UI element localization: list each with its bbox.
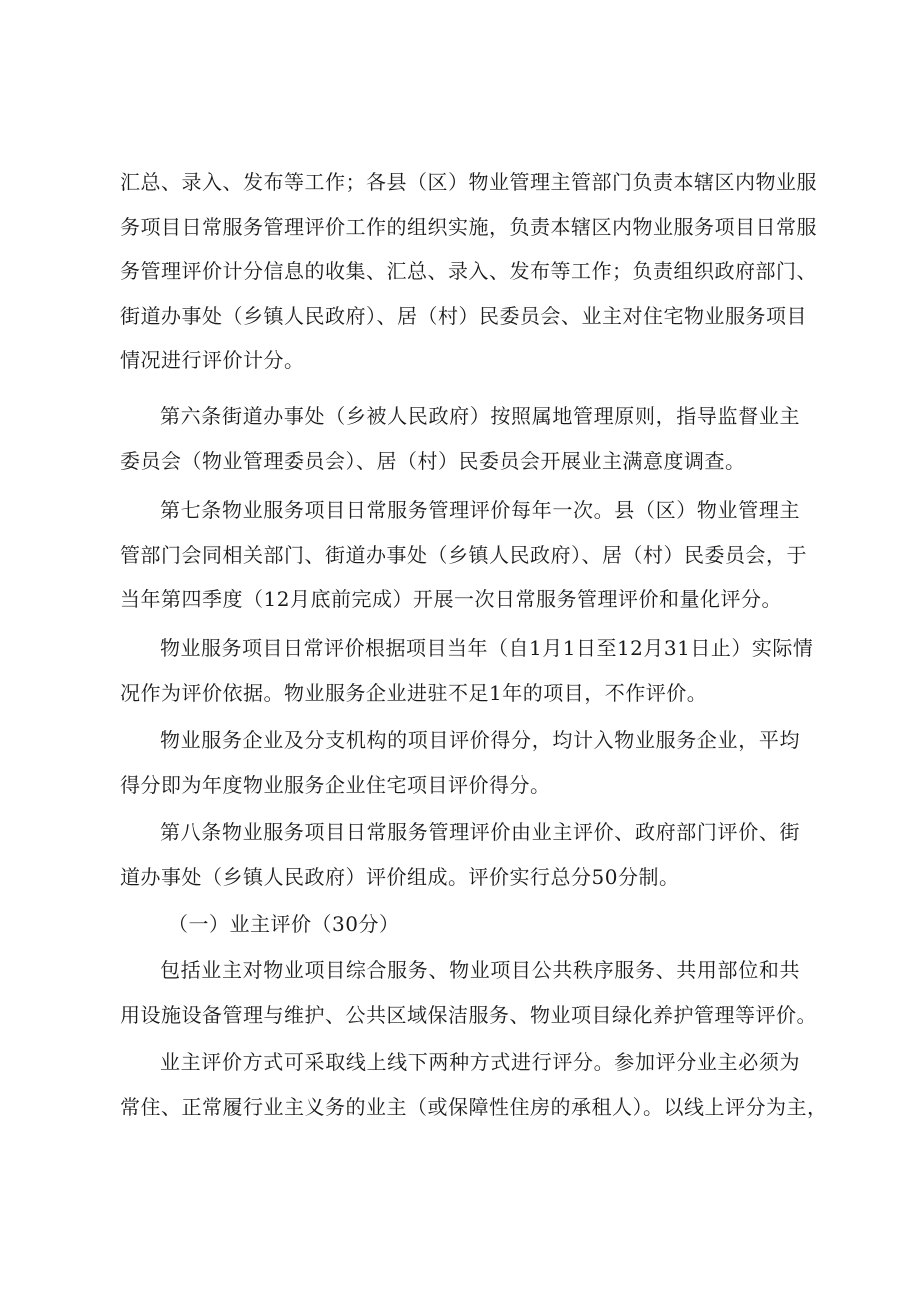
paragraph-line: 物业服务企业及分支机构的项目评价得分，均计入物业服务企业，平均 [160,728,800,752]
paragraph-line: 管部门会同相关部门、街道办事处（乡镇人民政府）、居（村）民委员会，于 [120,542,807,567]
paragraph-line: 委员会（物业管理委员会）、居（村）民委员会开展业主满意度调查。 [120,448,746,473]
paragraph-line: 道办事处（乡镇人民政府）评价组成。评价实行总分50分制。 [120,864,680,889]
paragraph-line: 第六条街道办事处（乡被人民政府）按照属地管理原则，指导监督业主 [160,404,800,428]
paragraph-line: 业主评价方式可采取线上线下两种方式进行评分。参加评分业主必须为 [160,1050,800,1074]
paragraph-line: 第八条物业服务项目日常服务管理评价由业主评价、政府部门评价、街 [160,820,800,844]
paragraph-line: 常住、正常履行业主义务的业主（或保障性住房的承租人）。以线上评分为主， [120,1094,828,1119]
paragraph-line: 第七条物业服务项目日常服务管理评价每年一次。县（区）物业管理主 [160,498,800,522]
paragraph-line: 况作为评价依据。物业服务企业进驻不足1年的项目，不作评价。 [120,680,708,705]
owner-evaluation-method-paragraph [120,1040,828,1129]
paragraph-line: 得分即为年度物业服务企业住宅项目评价得分。 [120,772,551,797]
article-7-paragraph [120,488,807,622]
evaluation-basis-paragraph [120,626,814,715]
paragraph-line: 包括业主对物业项目综合服务、物业项目公共秩序服务、共用部位和共 [160,958,800,982]
paragraph-line: 用设施设备管理与维护、公共区域保洁服务、物业项目绿化养护管理等评价。 [120,1002,817,1027]
paragraph-line: 务管理评价计分信息的收集、汇总、录入、发布等工作；负责组织政府部门、 [120,259,817,283]
article-8-paragraph [120,810,800,899]
section-heading-owner-evaluation: （一）业主评价（30分） [168,912,400,936]
branch-score-paragraph [120,718,800,807]
paragraph-line: 物业服务项目日常评价根据项目当年（自1月1日至12月31日止）实际情 [160,636,814,660]
paragraph-line: 当年第四季度（12月底前完成）开展一次日常服务管理评价和量化评分。 [120,587,782,611]
article-6-paragraph [120,394,800,483]
paragraph-1 [120,160,817,383]
paragraph-line: 街道办事处（乡镇人民政府）、居（村）民委员会、业主对住宅物业服务项目 [120,303,807,328]
paragraph-line: 汇总、录入、发布等工作；各县（区）物业管理主管部门负责本辖区内物业服 [120,170,817,194]
paragraph-line: 务项目日常服务管理评价工作的组织实施，负责本辖区内物业服务项目日常服 [120,214,817,239]
paragraph-line: 情况进行评价计分。 [120,348,305,372]
owner-evaluation-scope-paragraph [120,948,817,1037]
